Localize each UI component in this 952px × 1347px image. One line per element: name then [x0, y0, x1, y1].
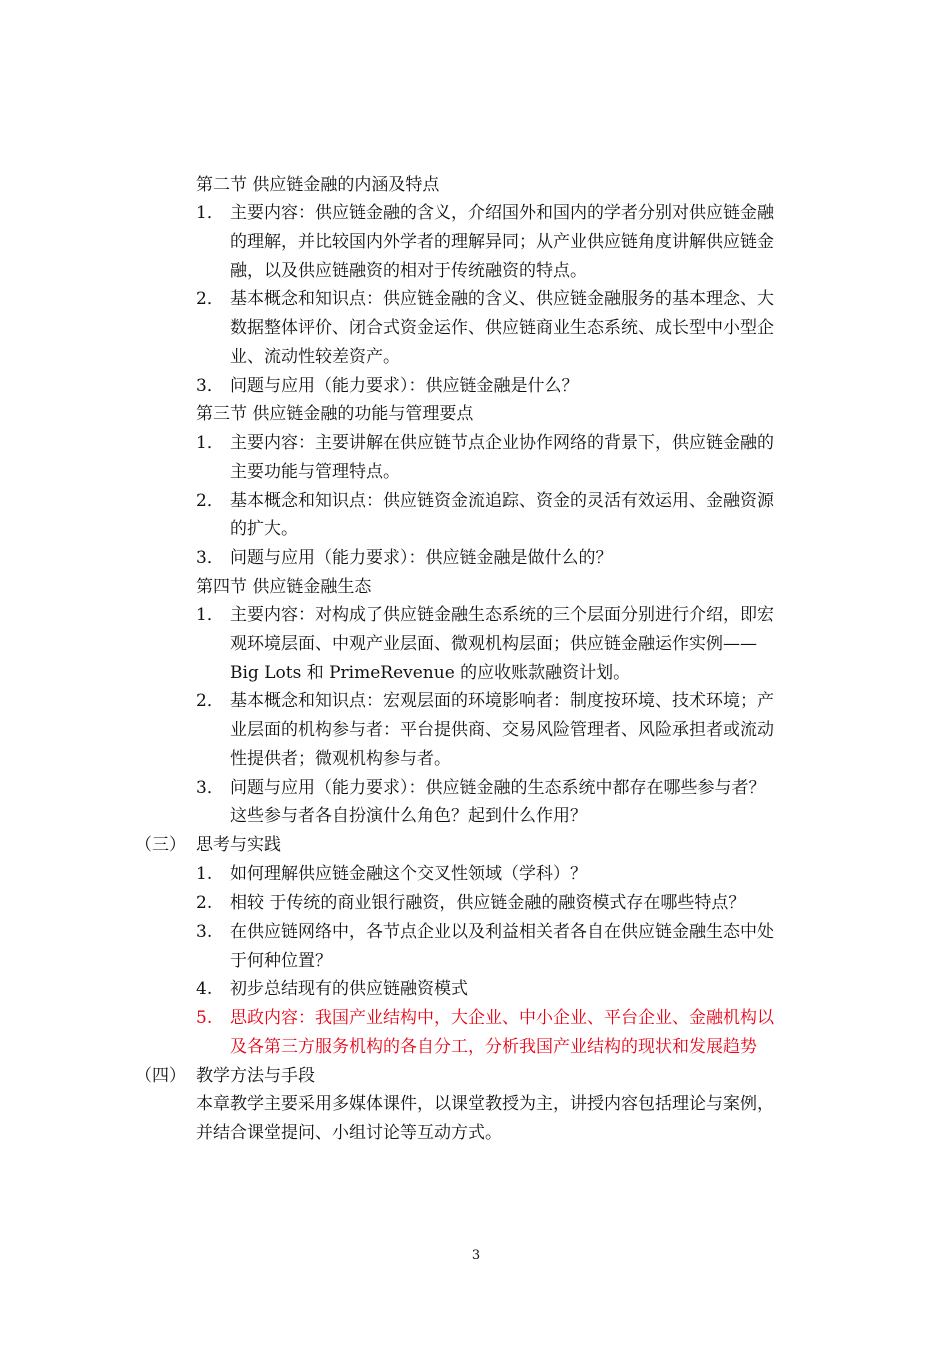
section-4-item-1-line-1: 主要内容：对构成了供应链金融生态系统的三个层面分别进行介绍，即宏 — [230, 605, 774, 625]
section-3-item-2-line-2: 的扩大。 — [230, 519, 298, 539]
part-3-item-1-line-1: 如何理解供应链金融这个交叉性领域（学科）？ — [230, 864, 587, 884]
section-4-item-1-line-2: 观环境层面、中观产业层面、微观机构层面；供应链金融运作实例—— — [230, 634, 757, 654]
part-3-item-4-line-1: 初步总结现有的供应链融资模式 — [230, 979, 468, 999]
part-4-label: （四） — [135, 1066, 186, 1086]
page-number: 3 — [471, 1248, 481, 1263]
section-4-item-2-line-2: 业层面的机构参与者：平台提供商、交易风险管理者、风险承担者或流动 — [230, 720, 774, 740]
section-4-item-1-line-3: Big Lots 和 PrimeRevenue 的应收账款融资计划。 — [230, 663, 631, 683]
section-3-item-2-number: 2． — [196, 491, 224, 511]
section-2-item-1-line-1: 主要内容：供应链金融的含义，介绍国外和国内的学者分别对供应链金融 — [230, 203, 774, 223]
section-4-item-3-line-2: 这些参与者各自扮演什么角色？起到什么作用？ — [230, 806, 587, 826]
section-3-item-1-line-1: 主要内容：主要讲解在供应链节点企业协作网络的背景下，供应链金融的 — [230, 433, 774, 453]
part-3-title: 思考与实践 — [196, 835, 281, 855]
section-4-item-2-line-1: 基本概念和知识点：宏观层面的环境影响者：制度按环境、技术环境；产 — [230, 691, 774, 711]
section-4-item-3-line-1: 问题与应用（能力要求）：供应链金融的生态系统中都存在哪些参与者？ — [230, 778, 766, 798]
part-3-item-1-number: 1. — [196, 864, 213, 884]
section-3-item-1-line-2: 主要功能与管理特点。 — [230, 462, 400, 482]
section-4-item-2-line-3: 性提供者；微观机构参与者。 — [230, 749, 451, 769]
part-4-paragraph-line-1: 本章教学主要采用多媒体课件，以课堂教授为主，讲授内容包括理论与案例， — [196, 1094, 774, 1114]
section-4-item-2-number: 2． — [196, 691, 224, 711]
part-3-item-3-line-2: 于何种位置？ — [230, 951, 332, 971]
part-4-title: 教学方法与手段 — [196, 1066, 315, 1086]
part-3-label: （三） — [135, 835, 186, 855]
section-3-item-3-number: 3． — [196, 548, 224, 568]
section-3-item-3-line-1: 问题与应用（能力要求）：供应链金融是做什么的？ — [230, 548, 613, 568]
section-3-item-2-line-1: 基本概念和知识点：供应链资金流追踪、资金的灵活有效运用、金融资源 — [230, 491, 774, 511]
part-3-item-5-line-1: 思政内容：我国产业结构中，大企业、中小企业、平台企业、金融机构以 — [230, 1008, 774, 1028]
section-2-item-1-line-2: 的理解，并比较国内外学者的理解异同；从产业供应链角度讲解供应链金 — [230, 232, 774, 252]
section-2-item-3-line-1: 问题与应用（能力要求）：供应链金融是什么？ — [230, 376, 579, 396]
part-4-paragraph-line-2: 并结合课堂提问、小组讨论等互动方式。 — [196, 1123, 502, 1143]
section-3-title: 第三节 供应链金融的功能与管理要点 — [196, 404, 474, 424]
section-2-item-2-line-2: 数据整体评价、闭合式资金运作、供应链商业生态系统、成长型中小型企 — [230, 318, 774, 338]
part-3-item-4-number: 4. — [196, 979, 213, 999]
part-3-item-5-line-2: 及各第三方服务机构的各自分工，分析我国产业结构的现状和发展趋势 — [230, 1037, 757, 1057]
part-3-item-3-number: 3. — [196, 922, 213, 942]
section-2-item-3-number: 3． — [196, 376, 224, 396]
section-2-item-2-number: 2． — [196, 289, 224, 309]
part-3-item-3-line-1: 在供应链网络中，各节点企业以及利益相关者各自在供应链金融生态中处 — [230, 922, 774, 942]
part-3-item-5-number: 5. — [196, 1008, 213, 1028]
section-2-item-2-line-1: 基本概念和知识点：供应链金融的含义、供应链金融服务的基本理念、大 — [230, 289, 774, 309]
section-2-item-2-line-3: 业、流动性较差资产。 — [230, 347, 400, 367]
section-4-item-1-number: 1． — [196, 605, 224, 625]
part-3-item-2-line-1: 相较 于传统的商业银行融资，供应链金融的融资模式存在哪些特点？ — [230, 893, 746, 913]
section-2-title: 第二节 供应链金融的内涵及特点 — [196, 175, 440, 195]
part-3-item-2-number: 2. — [196, 893, 213, 913]
section-3-item-1-number: 1． — [196, 433, 224, 453]
section-2-item-1-number: 1． — [196, 203, 224, 223]
section-2-item-1-line-3: 融，以及供应链融资的相对于传统融资的特点。 — [230, 261, 587, 281]
section-4-item-3-number: 3． — [196, 778, 224, 798]
section-4-title: 第四节 供应链金融生态 — [196, 577, 372, 597]
